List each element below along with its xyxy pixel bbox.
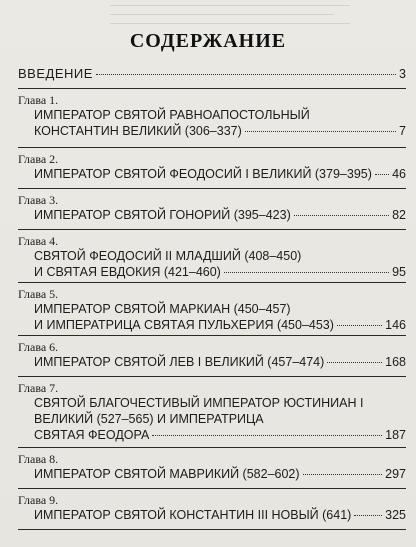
dot-leader — [375, 174, 389, 175]
chapter-title — [18, 107, 406, 139]
page-number: 325 — [385, 508, 406, 522]
chapter-title-line — [34, 427, 406, 443]
dot-leader — [327, 362, 382, 363]
toc-entry[interactable] — [18, 189, 406, 230]
chapter-title-line — [34, 507, 406, 523]
chapter-title-text: ИМПЕРАТОР СВЯТОЙ ГОНОРИЙ (395–423) — [34, 208, 291, 222]
chapter-title — [18, 166, 406, 182]
chapter-title-line — [34, 466, 406, 482]
toc-entry[interactable] — [18, 489, 406, 530]
chapter-title-line — [34, 354, 406, 370]
toc-entry[interactable] — [18, 89, 406, 148]
chapter-label: Глава 1. — [18, 93, 59, 107]
chapter-label: Глава 5. — [18, 287, 59, 301]
chapter-title-line — [34, 123, 406, 139]
toc-intro[interactable] — [18, 66, 406, 89]
toc-entry[interactable] — [18, 148, 406, 189]
dot-leader — [337, 325, 382, 326]
chapter-title-text: ИМПЕРАТОР СВЯТОЙ МАВРИКИЙ (582–602) — [34, 467, 300, 481]
chapter-title — [18, 207, 406, 223]
intro-label: ВВЕДЕНИЕ — [18, 66, 93, 81]
chapter-title-line — [34, 107, 406, 123]
bleed-through-text: —————————————————————————————— ———————————————————————————— —————————————————————————————— — [110, 0, 350, 27]
page-number: 297 — [385, 467, 406, 481]
table-of-contents — [18, 66, 406, 530]
toc-entry[interactable] — [18, 283, 406, 336]
chapter-title-text: ИМПЕРАТОР СВЯТОЙ РАВНОАПОСТОЛЬНЫЙ — [34, 108, 310, 122]
chapter-title-text: ИМПЕРАТОР СВЯТОЙ ФЕОДОСИЙ I ВЕЛИКИЙ (379–395) — [34, 167, 372, 181]
chapter-label: Глава 7. — [18, 381, 59, 395]
chapter-title-text: ИМПЕРАТОР СВЯТОЙ МАРКИАН (450–457) — [34, 302, 291, 316]
page-number: 95 — [392, 265, 406, 279]
page-number: 146 — [385, 318, 406, 332]
toc-entry[interactable] — [18, 230, 406, 283]
chapter-title-line — [34, 166, 406, 182]
dot-leader — [303, 474, 383, 475]
chapter-title-line — [34, 411, 406, 427]
chapter-title-text: СВЯТОЙ БЛАГОЧЕСТИВЫЙ ИМПЕРАТОР ЮСТИНИАН I — [34, 396, 364, 410]
chapter-title — [18, 507, 406, 523]
chapter-title — [18, 354, 406, 370]
dot-leader — [96, 74, 396, 75]
chapter-title-line — [34, 395, 406, 411]
chapter-label: Глава 9. — [18, 493, 59, 507]
chapter-label: Глава 4. — [18, 234, 59, 248]
chapter-title-line — [34, 301, 406, 317]
chapter-list — [18, 89, 406, 530]
chapter-title-text: ИМПЕРАТОР СВЯТОЙ КОНСТАНТИН III НОВЫЙ (641) — [34, 508, 352, 522]
chapter-label: Глава 2. — [18, 152, 59, 166]
page-number: 82 — [392, 208, 406, 222]
toc-entry[interactable] — [18, 336, 406, 377]
chapter-label: Глава 6. — [18, 340, 59, 354]
chapter-label: Глава 3. — [18, 193, 59, 207]
page-number: 168 — [385, 355, 406, 369]
page-number: 7 — [399, 124, 406, 138]
toc-entry[interactable] — [18, 448, 406, 489]
chapter-title — [18, 395, 406, 443]
dot-leader — [224, 272, 389, 273]
dot-leader — [294, 215, 389, 216]
page-number: 187 — [385, 428, 406, 442]
chapter-title-line — [34, 248, 406, 264]
chapter-title-text: И ИМПЕРАТРИЦА СВЯТАЯ ПУЛЬХЕРИЯ (450–453) — [34, 318, 334, 332]
toc-title: СОДЕРЖАНИЕ — [129, 30, 287, 52]
dot-leader — [354, 515, 382, 516]
chapter-title-line — [34, 317, 406, 333]
chapter-title — [18, 301, 406, 333]
chapter-title — [18, 248, 406, 280]
chapter-label: Глава 8. — [18, 452, 59, 466]
chapter-title-text: И СВЯТАЯ ЕВДОКИЯ (421–460) — [34, 265, 221, 279]
chapter-title-text: КОНСТАНТИН ВЕЛИКИЙ (306–337) — [34, 124, 242, 138]
dot-leader — [152, 435, 382, 436]
chapter-title — [18, 466, 406, 482]
chapter-title-text: ИМПЕРАТОР СВЯТОЙ ЛЕВ I ВЕЛИКИЙ (457–474) — [34, 355, 325, 369]
chapter-title-text: ВЕЛИКИЙ (527–565) И ИМПЕРАТРИЦА — [34, 412, 264, 426]
dot-leader — [245, 131, 396, 132]
chapter-title-text: СВЯТОЙ ФЕОДОСИЙ II МЛАДШИЙ (408–450) — [34, 249, 302, 263]
chapter-title-line — [34, 264, 406, 280]
toc-entry[interactable] — [18, 377, 406, 448]
page-number: 3 — [399, 67, 406, 81]
page-number: 46 — [392, 167, 406, 181]
chapter-title-line — [34, 207, 406, 223]
chapter-title-text: СВЯТАЯ ФЕОДОРА — [34, 428, 150, 442]
